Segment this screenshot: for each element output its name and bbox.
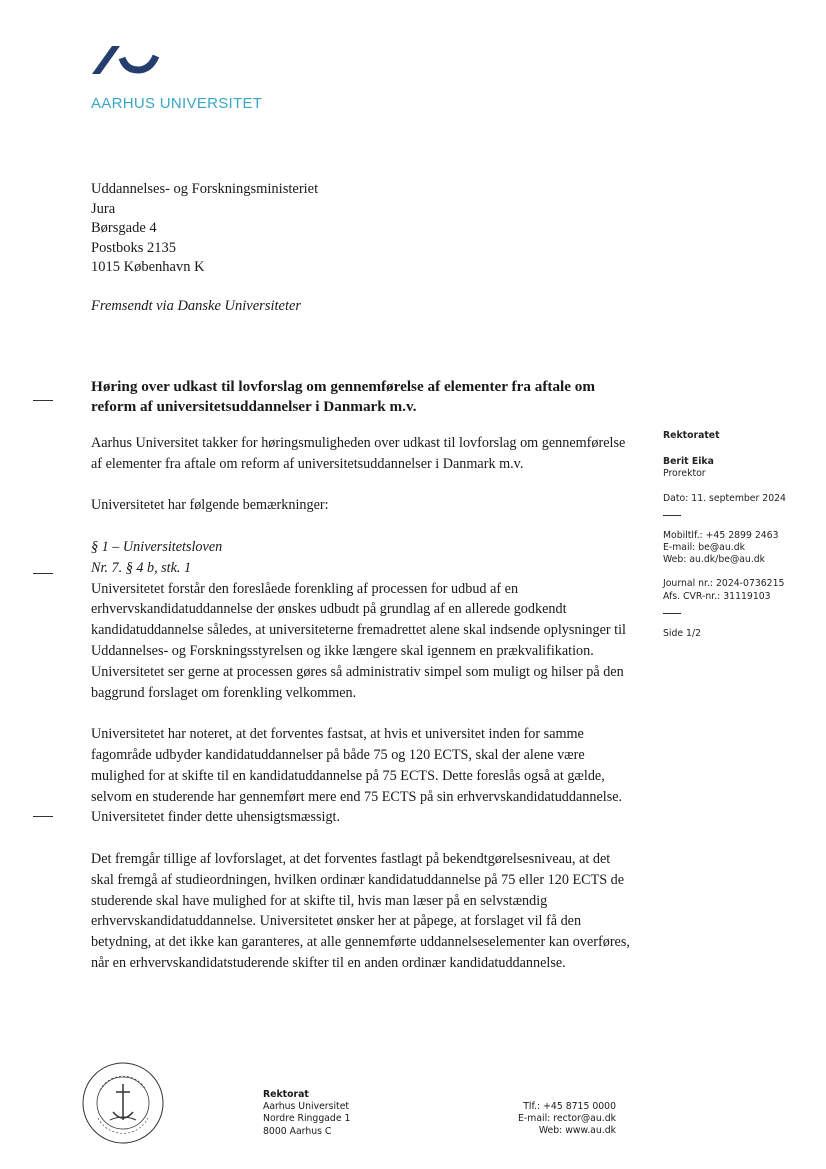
sender-sidebar (663, 430, 813, 640)
remarks-lead: Universitetet har følgende bemærkninger: (91, 497, 329, 514)
au-logo-icon (90, 40, 170, 82)
letter-date: Dato: 11. september 2024 (663, 492, 786, 504)
recipient-line: 1015 København K (91, 259, 205, 276)
body-paragraph: Universitetet har noteret, at det forventes fastsat, at hvis et universitet inden for samme fagområde udbyder kandidatuddannelser på både 75 og 120 ECTS, skal der alene være mulighed for at skifte til en kandidatuddannelse på 75 ECTS. Dette foreslås også at gælde, selvom en studerende har gennemført mere end 75 ECTS på sin erhvervskandidatuddannelse. Universitetet finder dette uhensigtsmæssigt. (91, 726, 623, 826)
footer-address-line: Aarhus Universitet (263, 1101, 350, 1113)
footer-contact (440, 1101, 616, 1138)
sender-web: Web: au.dk/be@au.dk (663, 554, 766, 566)
university-seal-icon (80, 1060, 166, 1146)
fold-mark (33, 400, 53, 401)
letter-body (91, 377, 631, 995)
footer-web: Web: www.au.dk (538, 1125, 616, 1137)
body-paragraph: Det fremgår tillige af lovforslaget, at det forventes fastlagt på bekendtgørelsesniveau, at det skal fremgå af studieordningen, hvilken ordinær kandidatuddannelse på 75 eller 120 ECTS de studerende skal have mulighed for at skifte til, hvis man læser på en selvstændig erhvervskandidatuddannelse. Universitetet ønsker her at påpege, at forslaget vil få den betydning, at det ikke kan garanteres, at alle gennemførte uddannelseselementer kan overføres, når en erhvervskandidatstuderende skifter til en anden ordinær kandidatuddannelse. (91, 850, 630, 971)
recipient-address (91, 180, 318, 278)
divider (663, 613, 681, 614)
divider (663, 515, 681, 516)
page-number: Side 1/2 (663, 627, 702, 639)
sender-name: Berit Eika (663, 456, 714, 468)
recipient-line: Børsgade 4 (91, 220, 157, 237)
footer-email: E-mail: rector@au.dk (518, 1113, 616, 1125)
sent-via-note: Fremsendt via Danske Universiteter (91, 298, 302, 314)
fold-mark (33, 573, 53, 574)
footer-address-line: 8000 Aarhus C (263, 1125, 332, 1137)
section-heading: § 1 – Universitetsloven (91, 538, 223, 555)
sender-title: Prorektor (663, 468, 706, 480)
cvr-number: Afs. CVR-nr.: 31119103 (663, 590, 771, 602)
university-name: AARHUS UNIVERSITET (91, 95, 263, 112)
sender-mobile: Mobiltlf.: +45 2899 2463 (663, 529, 779, 541)
recipient-line: Uddannelses- og Forskningsministeriet (91, 181, 319, 197)
letter-title: Høring over udkast til lovforslag om gennemførelse af elementer fra aftale om reform af universitetsuddannelser i Danmark m.v. (91, 378, 596, 415)
footer-phone: Tlf.: +45 8715 0000 (523, 1101, 616, 1112)
recipient-line: Jura (91, 200, 116, 217)
department: Rektoratet (663, 430, 720, 441)
recipient-line: Postboks 2135 (91, 239, 177, 256)
journal-number: Journal nr.: 2024-0736215 (663, 578, 785, 590)
footer-address (263, 1089, 350, 1138)
sender-email: E-mail: be@au.dk (663, 542, 745, 554)
footer-address-line: Nordre Ringgade 1 (263, 1113, 351, 1125)
body-paragraph: Universitetet forstår den foreslåede forenkling af processen for udbud af en erhvervskandidatuddannelse der ønskes udbudt på grundlag af en allerede godkendt kandidatuddannelse således, at universiteterne fremadrettet alene skal indsende oplysninger til Uddannelses- og Forskningsstyrelsen og ikke længere skal igennem en prækvalifikation. Universitetet ser gerne at processen gøres så administrativ simpel som muligt og hilser på den baggrund forslaget om forenkling velkommen. (91, 580, 626, 701)
section-subheading: Nr. 7. § 4 b, stk. 1 (91, 559, 192, 576)
intro-paragraph: Aarhus Universitet takker for høringsmuligheden over udkast til lovforslag om gennemførelse af elementer fra aftale om reform af universitetsuddannelser i Danmark m.v. (91, 435, 626, 472)
fold-mark (33, 816, 53, 817)
footer-office: Rektorat (263, 1089, 309, 1100)
